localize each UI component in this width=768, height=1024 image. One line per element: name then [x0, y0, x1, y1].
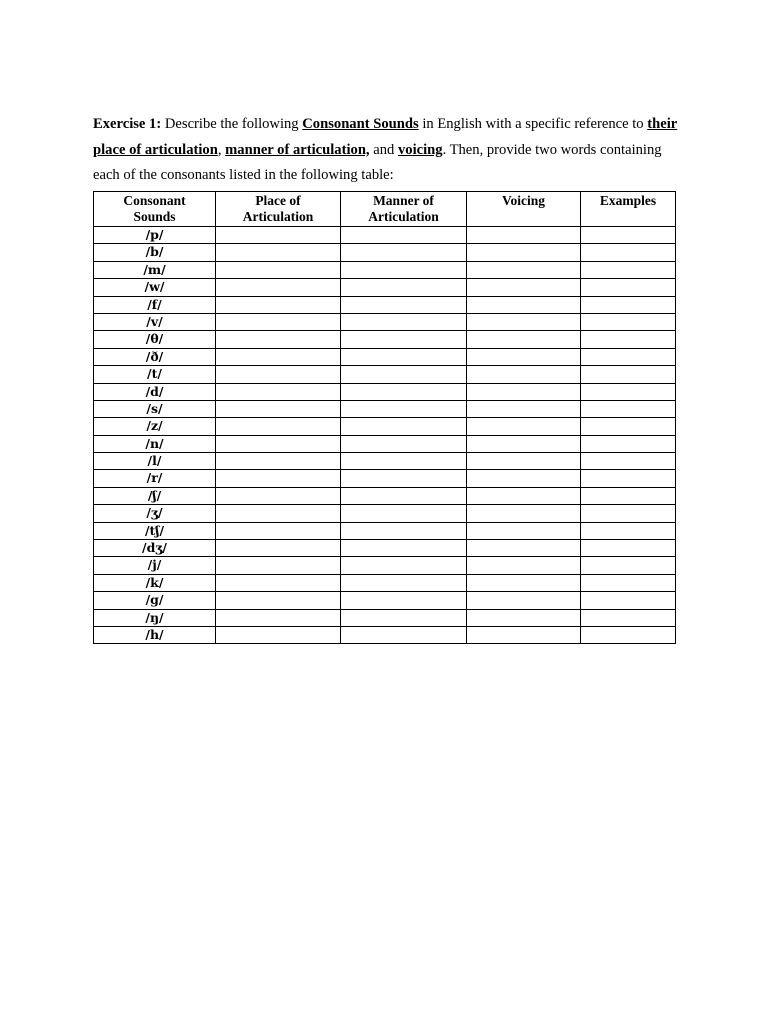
header-consonant-sounds: Consonant Sounds — [94, 192, 216, 227]
place-cell — [216, 626, 341, 643]
examples-cell — [581, 609, 676, 626]
examples-cell — [581, 435, 676, 452]
place-cell — [216, 435, 341, 452]
place-cell — [216, 592, 341, 609]
voicing-cell — [467, 348, 581, 365]
consonant-sound-cell: /dʒ/ — [94, 540, 216, 557]
table-row — [94, 609, 676, 626]
manner-cell — [341, 522, 467, 539]
consonant-sound-cell: /ŋ/ — [94, 609, 216, 626]
table-row — [94, 244, 676, 261]
place-cell — [216, 609, 341, 626]
consonant-sound-cell: /tʃ/ — [94, 522, 216, 539]
manner-cell — [341, 540, 467, 557]
table-row — [94, 366, 676, 383]
place-cell — [216, 453, 341, 470]
table-row — [94, 487, 676, 504]
instruction-text-2: in English with a specific reference to — [418, 116, 648, 132]
consonant-sound-cell: /r/ — [94, 470, 216, 487]
consonant-sound-cell: /h/ — [94, 626, 216, 643]
exercise-label: Exercise 1: — [93, 116, 162, 132]
place-cell — [216, 487, 341, 504]
voicing-cell — [467, 487, 581, 504]
table-row — [94, 505, 676, 522]
manner-cell — [341, 348, 467, 365]
examples-cell — [581, 296, 676, 313]
consonant-sound-cell: /z/ — [94, 418, 216, 435]
manner-cell — [341, 592, 467, 609]
consonant-sound-cell: /ð/ — [94, 348, 216, 365]
table-row — [94, 626, 676, 643]
examples-cell — [581, 418, 676, 435]
consonant-sound-cell: /n/ — [94, 435, 216, 452]
header-manner-of-articulation: Manner of Articulation — [341, 192, 467, 227]
voicing-cell — [467, 400, 581, 417]
manner-cell — [341, 435, 467, 452]
examples-cell — [581, 227, 676, 244]
manner-cell — [341, 366, 467, 383]
examples-cell — [581, 626, 676, 643]
manner-cell — [341, 418, 467, 435]
place-cell — [216, 296, 341, 313]
place-cell — [216, 505, 341, 522]
place-cell — [216, 470, 341, 487]
consonant-table — [93, 191, 676, 644]
table-row — [94, 418, 676, 435]
manner-cell — [341, 453, 467, 470]
consonant-sound-cell: /t/ — [94, 366, 216, 383]
voicing-cell — [467, 470, 581, 487]
manner-cell — [341, 470, 467, 487]
examples-cell — [581, 557, 676, 574]
examples-cell — [581, 348, 676, 365]
voicing-cell — [467, 383, 581, 400]
table-row — [94, 453, 676, 470]
place-cell — [216, 244, 341, 261]
manner-cell — [341, 400, 467, 417]
examples-cell — [581, 574, 676, 591]
place-cell — [216, 348, 341, 365]
table-row — [94, 522, 676, 539]
table-row — [94, 540, 676, 557]
examples-cell — [581, 522, 676, 539]
manner-cell — [341, 626, 467, 643]
voicing-cell — [467, 244, 581, 261]
voicing-cell — [467, 279, 581, 296]
table-row — [94, 435, 676, 452]
place-cell — [216, 261, 341, 278]
examples-cell — [581, 366, 676, 383]
place-cell — [216, 331, 341, 348]
place-cell — [216, 366, 341, 383]
voicing-cell — [467, 435, 581, 452]
place-cell — [216, 522, 341, 539]
examples-cell — [581, 540, 676, 557]
term-consonant-sounds: Consonant Sounds — [302, 116, 419, 132]
voicing-cell — [467, 453, 581, 470]
consonant-sound-cell: /s/ — [94, 400, 216, 417]
place-cell — [216, 313, 341, 330]
voicing-cell — [467, 366, 581, 383]
manner-cell — [341, 227, 467, 244]
table-row — [94, 574, 676, 591]
examples-cell — [581, 592, 676, 609]
table-row — [94, 348, 676, 365]
instruction-text-1: Describe the following — [161, 116, 303, 132]
place-cell — [216, 279, 341, 296]
examples-cell — [581, 313, 676, 330]
term-voicing: voicing — [397, 141, 443, 158]
consonant-sound-cell: /p/ — [94, 227, 216, 244]
table-row — [94, 313, 676, 330]
examples-cell — [581, 487, 676, 504]
voicing-cell — [467, 557, 581, 574]
manner-cell — [341, 244, 467, 261]
consonant-sound-cell: /d/ — [94, 383, 216, 400]
table-row — [94, 261, 676, 278]
examples-cell — [581, 505, 676, 522]
voicing-cell — [467, 505, 581, 522]
header-voicing: Voicing — [467, 192, 581, 227]
place-cell — [216, 540, 341, 557]
instruction-text-4: and — [369, 141, 398, 158]
place-cell — [216, 227, 341, 244]
examples-cell — [581, 470, 676, 487]
consonant-sound-cell: /w/ — [94, 279, 216, 296]
term-place-of-articulation: their place of articulation — [93, 116, 678, 158]
table-row — [94, 279, 676, 296]
examples-cell — [581, 453, 676, 470]
voicing-cell — [467, 609, 581, 626]
consonant-sound-cell: /v/ — [94, 313, 216, 330]
voicing-cell — [467, 522, 581, 539]
instruction-text-3: , — [217, 141, 226, 158]
consonant-sound-cell: /l/ — [94, 453, 216, 470]
manner-cell — [341, 279, 467, 296]
place-cell — [216, 557, 341, 574]
place-cell — [216, 383, 341, 400]
voicing-cell — [467, 331, 581, 348]
consonant-sound-cell: /k/ — [94, 574, 216, 591]
manner-cell — [341, 487, 467, 504]
place-cell — [216, 418, 341, 435]
consonant-sound-cell: /ʃ/ — [94, 487, 216, 504]
header-examples: Examples — [581, 192, 676, 227]
header-place-of-articulation: Place of Articulation — [216, 192, 341, 227]
place-cell — [216, 574, 341, 591]
voicing-cell — [467, 574, 581, 591]
table-row — [94, 227, 676, 244]
consonant-sound-cell: /θ/ — [94, 331, 216, 348]
place-cell — [216, 400, 341, 417]
examples-cell — [581, 383, 676, 400]
voicing-cell — [467, 418, 581, 435]
consonant-sound-cell: /m/ — [94, 261, 216, 278]
voicing-cell — [467, 540, 581, 557]
examples-cell — [581, 244, 676, 261]
examples-cell — [581, 279, 676, 296]
table-row — [94, 296, 676, 313]
manner-cell — [341, 296, 467, 313]
table-row — [94, 400, 676, 417]
voicing-cell — [467, 296, 581, 313]
table-row — [94, 557, 676, 574]
consonant-sound-cell: /j/ — [94, 557, 216, 574]
consonant-sound-cell: /g/ — [94, 592, 216, 609]
voicing-cell — [467, 626, 581, 643]
manner-cell — [341, 557, 467, 574]
manner-cell — [341, 574, 467, 591]
exercise-instructions — [93, 112, 683, 189]
table-row — [94, 470, 676, 487]
manner-cell — [341, 261, 467, 278]
term-manner-of-articulation: manner of articulation, — [225, 141, 370, 158]
consonant-sound-cell: /f/ — [94, 296, 216, 313]
table-row — [94, 383, 676, 400]
examples-cell — [581, 331, 676, 348]
consonant-sound-cell: /b/ — [94, 244, 216, 261]
table-body — [94, 227, 676, 644]
examples-cell — [581, 400, 676, 417]
examples-cell — [581, 261, 676, 278]
manner-cell — [341, 313, 467, 330]
table-header-row — [94, 192, 676, 227]
voicing-cell — [467, 592, 581, 609]
manner-cell — [341, 383, 467, 400]
table-row — [94, 331, 676, 348]
manner-cell — [341, 331, 467, 348]
table-row — [94, 592, 676, 609]
voicing-cell — [467, 227, 581, 244]
manner-cell — [341, 505, 467, 522]
manner-cell — [341, 609, 467, 626]
voicing-cell — [467, 261, 581, 278]
instruction-text-5: . Then, provide two words containing each of the consonants listed in the following table: — [93, 141, 662, 183]
consonant-sound-cell: /ʒ/ — [94, 505, 216, 522]
voicing-cell — [467, 313, 581, 330]
